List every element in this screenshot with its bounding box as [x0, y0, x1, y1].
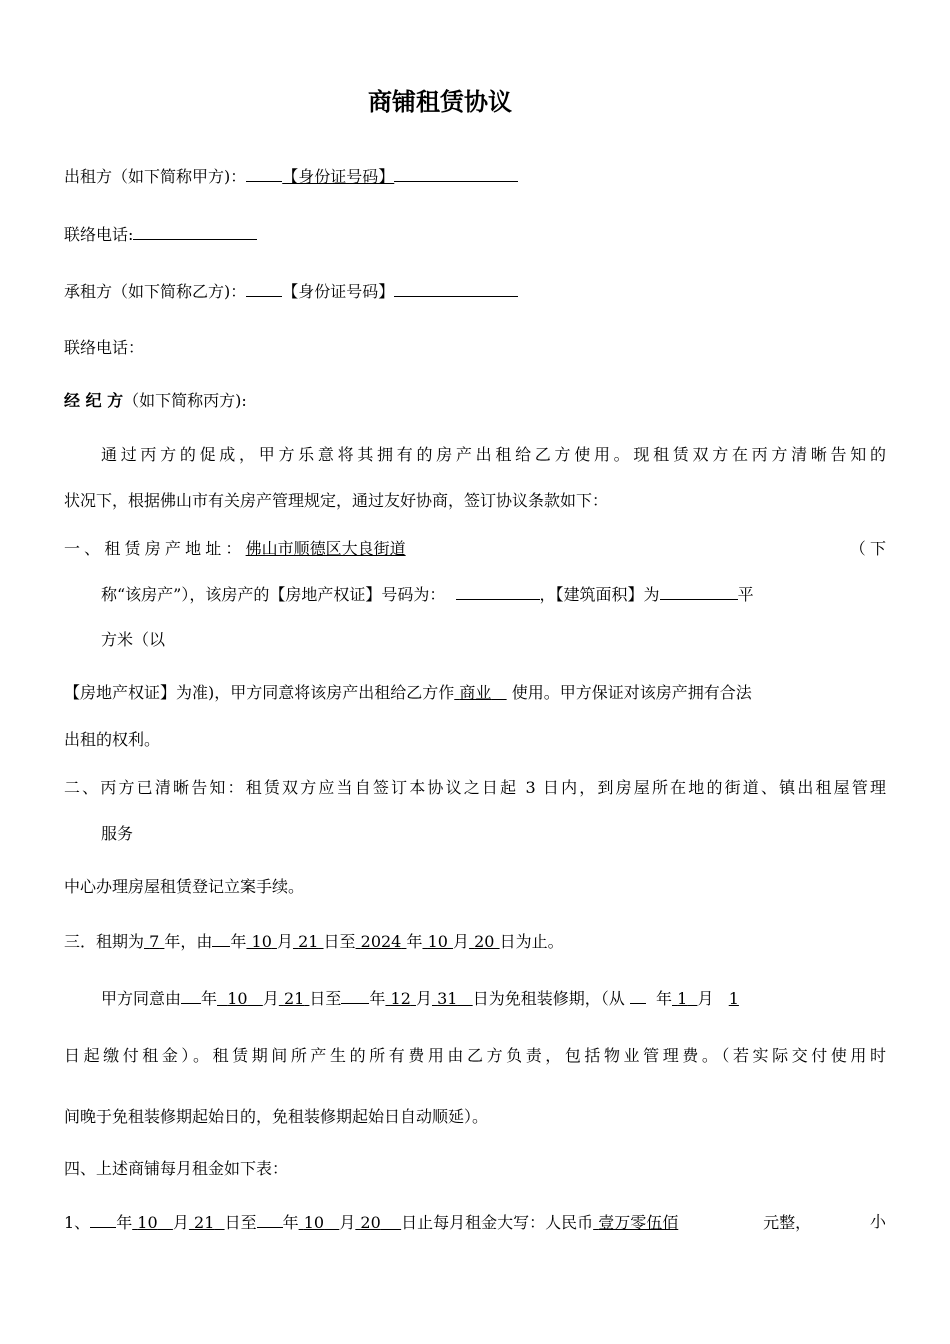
clause1-line-2 — [101, 582, 754, 607]
rent1-text-h: 元整， — [763, 1213, 812, 1232]
rent1-amount[interactable]: 壹万零伍佰 — [598, 1213, 679, 1232]
clause1-line4b: 使用。甲方保证对该房产拥有合法 — [511, 683, 752, 702]
clause1-suffix: （下 — [845, 539, 886, 558]
rent1-start-month[interactable]: 10 — [137, 1213, 158, 1232]
clause1-line2a: 称“该房产”），该房产的【房地产权证】号码为： — [101, 585, 446, 604]
free-start-day[interactable]: 21 — [283, 989, 305, 1008]
free-text-i: 月 — [697, 989, 714, 1008]
clause3-text-a: 三．租期为 — [64, 932, 145, 951]
end-day[interactable]: 20 — [474, 932, 495, 951]
clause1-line2c: 平 — [737, 585, 754, 604]
rent1-text-c: 月 — [172, 1213, 189, 1232]
usage-value[interactable]: 商业 — [459, 683, 492, 702]
lessor-phone-blank[interactable] — [133, 222, 257, 240]
rent-start-day[interactable]: 1 — [728, 989, 739, 1008]
start-month[interactable]: 10 — [251, 932, 272, 951]
lease-years[interactable]: 7 — [149, 932, 160, 951]
clause3-text-c: 年 — [230, 932, 247, 951]
clause3-text-h: 日为止。 — [499, 932, 564, 951]
clause2-line-3: 中心办理房屋租赁登记立案手续。 — [64, 877, 305, 896]
free-text-f: 月 — [415, 989, 432, 1008]
clause2-line-1: 二、丙方已清晰告知：租赁双方应当自签订本协议之日起 3 日内，到房屋所在地的街道、镇出租屋管理 — [64, 778, 886, 797]
free-text-g: 日为免租装修期，（从 — [472, 989, 625, 1008]
clause1-line4a: 【房地产权证】为准)，甲方同意将该房产出租给乙方作 — [64, 683, 455, 702]
clause3-text-d: 月 — [276, 932, 293, 951]
lessee-id-blank[interactable] — [394, 279, 518, 297]
rent1-end-month[interactable]: 10 — [303, 1213, 325, 1232]
free-period-line-1 — [101, 986, 886, 1011]
intro-line-2: 状况下，根据佛山市有关房产管理规定，通过友好协商，签订协议条款如下： — [64, 491, 609, 510]
lessor-name-blank[interactable] — [246, 164, 282, 182]
lessor-label: 出租方（如下简称甲方)： — [64, 167, 247, 186]
rent-start-month[interactable]: 1 — [677, 989, 688, 1008]
free-text-b: 年 — [201, 989, 218, 1008]
lessor-phone-line — [64, 222, 257, 247]
agent-line — [64, 389, 247, 413]
rent-line-1 — [64, 1210, 886, 1235]
rent1-text-d: 日至 — [224, 1213, 257, 1232]
rent1-end-day[interactable]: 20 — [360, 1213, 381, 1232]
document-title: 商铺租赁协议 — [368, 88, 512, 116]
clause2-line-2: 服务 — [101, 824, 134, 843]
free-end-year-blank[interactable] — [341, 986, 369, 1004]
lessee-id-label: 【身份证号码】 — [282, 282, 395, 301]
rent1-start-day[interactable]: 21 — [194, 1213, 215, 1232]
agent-label-rest: （如下简称丙方): — [123, 391, 247, 410]
lessor-phone-label: 联络电话: — [64, 225, 134, 244]
clause1-line-3: 方米（以 — [101, 630, 166, 649]
lessor-id-label: 【身份证号码】 — [282, 167, 395, 186]
free-start-year-blank[interactable] — [181, 986, 201, 1004]
end-year[interactable]: 2024 — [360, 932, 402, 951]
property-address[interactable]: 佛山市顺德区大良街道 — [245, 539, 406, 558]
rent1-text-e: 年 — [282, 1213, 299, 1232]
lessor-id-blank[interactable] — [394, 164, 518, 182]
start-day[interactable]: 21 — [298, 932, 319, 951]
free-period-line-2: 日起缴付租金）。租赁期间所产生的所有费用由乙方负责，包括物业管理费。（若实际交付使用时 — [64, 1046, 886, 1065]
clause3-text-e: 日至 — [323, 932, 356, 951]
rent-start-year-blank[interactable] — [630, 986, 646, 1004]
rent1-text-i: 小 — [869, 1212, 886, 1231]
rent1-text-b: 年 — [116, 1213, 133, 1232]
rent1-end-year-blank[interactable] — [257, 1210, 283, 1228]
lessee-name-blank[interactable] — [246, 279, 282, 297]
lessee-line — [64, 279, 518, 304]
clause4-title: 四、上述商铺每月租金如下表： — [64, 1159, 289, 1178]
clause1-line-5: 出租的权利。 — [64, 730, 161, 749]
free-period-line-3: 间晚于免租装修期起始日的，免租装修期起始日自动顺延）。 — [64, 1107, 489, 1126]
agent-label: 经 纪 方 — [64, 391, 124, 410]
start-year-blank[interactable] — [212, 929, 230, 947]
free-text-d: 日至 — [309, 989, 342, 1008]
clause3-text-f: 年 — [406, 932, 423, 951]
rent1-start-year-blank[interactable] — [90, 1210, 116, 1228]
lessee-phone-line — [64, 336, 144, 360]
rent1-text-a: 1、 — [64, 1213, 91, 1232]
clause1-line-4 — [64, 681, 752, 705]
lessee-label: 承租方（如下简称乙方)： — [64, 282, 247, 301]
clause1-line2b: ，【建筑面积】为 — [539, 585, 660, 604]
clause3-line — [64, 929, 564, 954]
clause1-prefix: 一、租赁房产地址： — [64, 539, 246, 558]
free-end-month[interactable]: 12 — [390, 989, 411, 1008]
rent1-text-g: 日止每月租金大写：人民币 — [401, 1213, 594, 1232]
rent1-text-f: 月 — [339, 1213, 356, 1232]
free-text-a: 甲方同意由 — [101, 989, 182, 1008]
intro-line-1: 通过丙方的促成，甲方乐意将其拥有的房产出租给乙方使用。现租赁双方在丙方清晰告知的 — [101, 445, 886, 464]
certificate-number-blank[interactable] — [456, 582, 540, 600]
free-text-h: 年 — [655, 989, 672, 1008]
lessor-line — [64, 164, 518, 189]
end-month[interactable]: 10 — [427, 932, 448, 951]
clause1-line-1 — [64, 537, 886, 561]
free-text-c: 月 — [262, 989, 279, 1008]
clause3-text-g: 月 — [453, 932, 470, 951]
free-start-month[interactable]: 10 — [227, 989, 248, 1008]
free-end-day[interactable]: 31 — [437, 989, 458, 1008]
lessee-phone-label: 联络电话： — [64, 338, 145, 357]
building-area-blank[interactable] — [660, 582, 738, 600]
free-text-e: 年 — [369, 989, 386, 1008]
clause3-text-b: 年，由 — [164, 932, 213, 951]
